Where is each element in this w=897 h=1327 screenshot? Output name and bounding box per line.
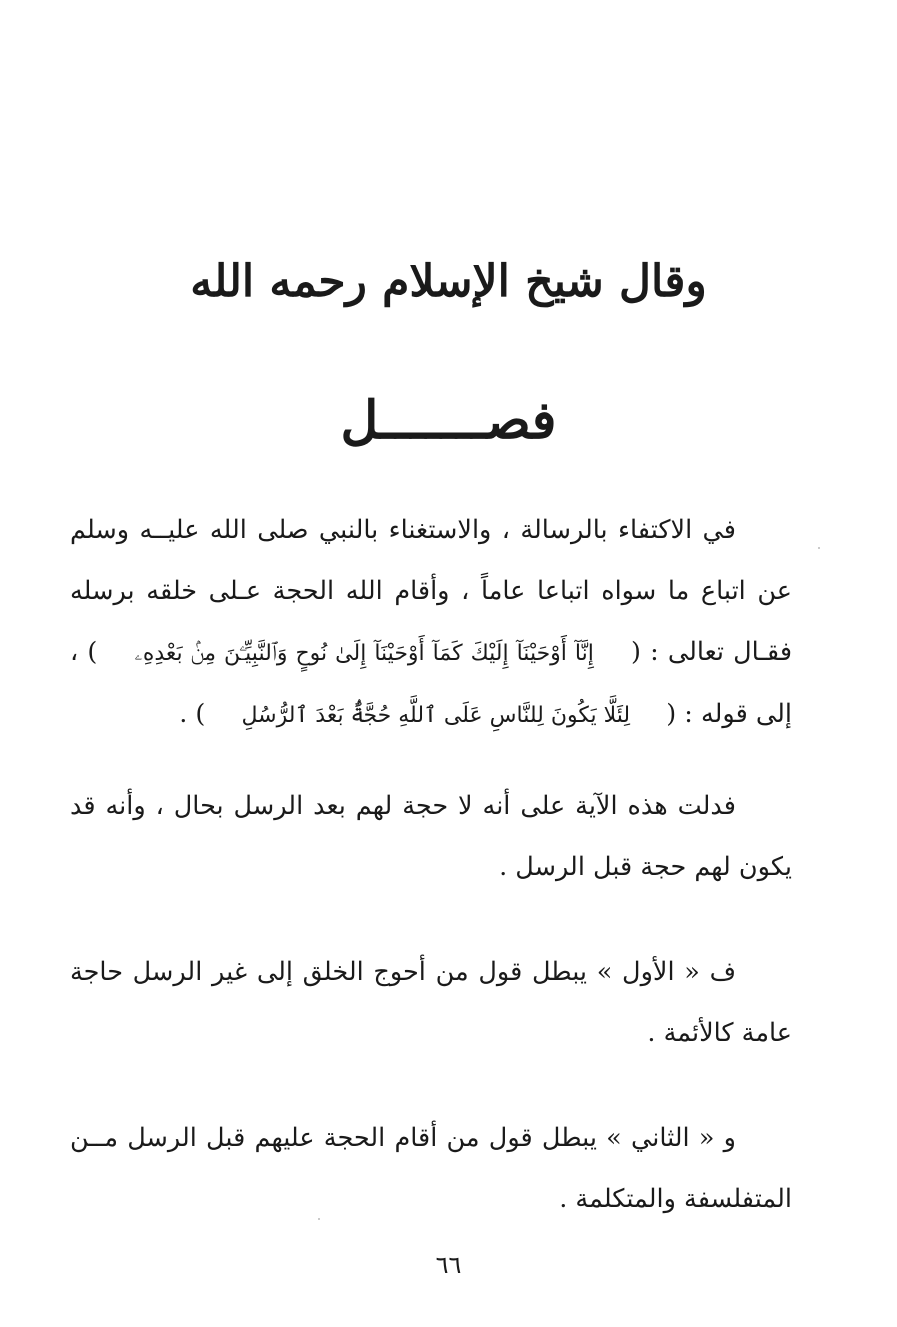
paragraph-2 (70, 776, 792, 898)
quran-verse-2: لِئَلَّا يَكُونَ لِلنَّاسِ عَلَى ٱللَّهِ حُجَّةٌۢ بَعْدَ ٱلرُّسُلِ (241, 703, 631, 728)
paragraph-1 (70, 500, 792, 746)
paragraph-3-text: ف « الأول » يبطل قول من أحوج الخلق إلى غير الرسل حاجة عامة كالأئمة . (70, 957, 792, 1048)
paragraph-1-intro: في الاكتفاء بالرسالة ، والاستغناء بالنبي صلى الله عليــه وسلم عن اتباع ما سواه اتباعا عاماً ، وأقام الله الحجة عـلى خلقه برسله فقـال تعالى : (70, 515, 793, 667)
quote-1-close: ) ، (70, 637, 98, 667)
scan-speck (818, 547, 820, 549)
paragraph-2-text: فدلت هذه الآية على أنه لا حجة لهم بعد الرسل بحال ، وأنه قد يكون لهم حجة قبل الرسل . (70, 791, 792, 882)
quote-2-open: ( (666, 699, 677, 729)
paragraph-4 (70, 1108, 792, 1230)
page-number: ٦٦ (435, 1251, 462, 1279)
paragraph-3 (70, 942, 792, 1064)
paragraph-4-text: و « الثاني » يبطل قول من أقام الحجة عليهم قبل الرسل مــن المتفلسفة والمتكلمة . (70, 1123, 792, 1214)
paragraph-1-middle: إلى قوله : (684, 699, 792, 729)
quote-1-open: ( (631, 637, 641, 667)
quote-2-close: ) . (179, 699, 206, 729)
main-heading: وقال شيخ الإسلام رحمه الله (190, 256, 707, 307)
section-heading: فصـــــــل (340, 390, 557, 451)
scan-speck (318, 1218, 320, 1220)
quran-verse-1: إِنَّآ أَوْحَيْنَآ إِلَيْكَ كَمَآ أَوْحَيْنَآ إِلَىٰ نُوحٍ وَٱلنَّبِيِّـۧنَ مِنۢ بَعْدِهِۦ (134, 641, 594, 666)
